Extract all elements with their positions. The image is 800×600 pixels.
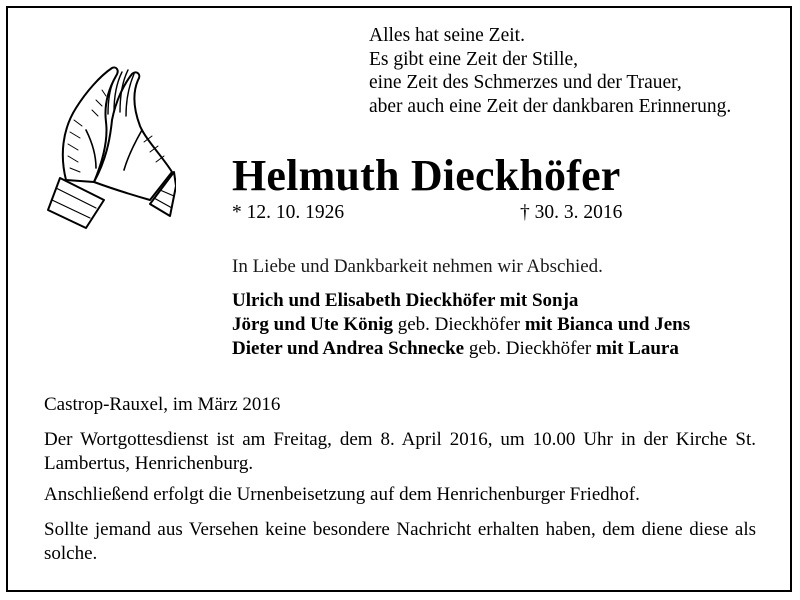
mourner-children: mit Bianca und Jens — [524, 314, 691, 335]
mourner-line — [232, 337, 690, 361]
motto-line: aber auch eine Zeit der dankbaren Erinnerung. — [369, 95, 732, 117]
mourner-names: Ulrich und Elisabeth Dieckhöfer mit Sonja — [232, 290, 579, 311]
maiden-name: geb. Dieckhöfer — [464, 338, 596, 359]
urn-burial-info: Anschließend erfolgt die Urnenbeisetzung auf dem Henrichenburger Friedhof. — [44, 484, 640, 505]
mourner-children: mit Laura — [595, 338, 679, 359]
praying-hands-icon — [46, 60, 176, 230]
motto-verse — [369, 24, 731, 118]
mourner-names: Dieter und Andrea Schnecke — [232, 338, 465, 359]
mourner-line — [232, 289, 690, 313]
place-date: Castrop-Rauxel, im März 2016 — [44, 394, 281, 415]
maiden-name: geb. Dieckhöfer — [393, 314, 525, 335]
mourners-list — [232, 289, 690, 361]
deceased-name: Helmuth Dieckhöfer — [232, 151, 621, 200]
notification-note: Sollte jemand aus Versehen keine besondere Nachricht erhalten haben, dem diene diese als solche. — [44, 519, 756, 564]
mourner-names: Jörg und Ute König — [232, 314, 393, 335]
service-info: Der Wortgottesdienst ist am Freitag, dem 8. April 2016, um 10.00 Uhr in der Kirche St. Lambertus, Henrichenburg. — [44, 429, 756, 474]
mourner-line — [232, 313, 690, 337]
death-date: † 30. 3. 2016 — [520, 202, 623, 223]
motto-line: Alles hat seine Zeit. — [369, 25, 525, 46]
farewell-line: In Liebe und Dankbarkeit nehmen wir Abschied. — [232, 256, 603, 277]
birth-date: * 12. 10. 1926 — [232, 202, 345, 223]
motto-line: Es gibt eine Zeit der Stille, — [369, 48, 579, 70]
motto-line: eine Zeit des Schmerzes und der Trauer, — [369, 72, 682, 93]
